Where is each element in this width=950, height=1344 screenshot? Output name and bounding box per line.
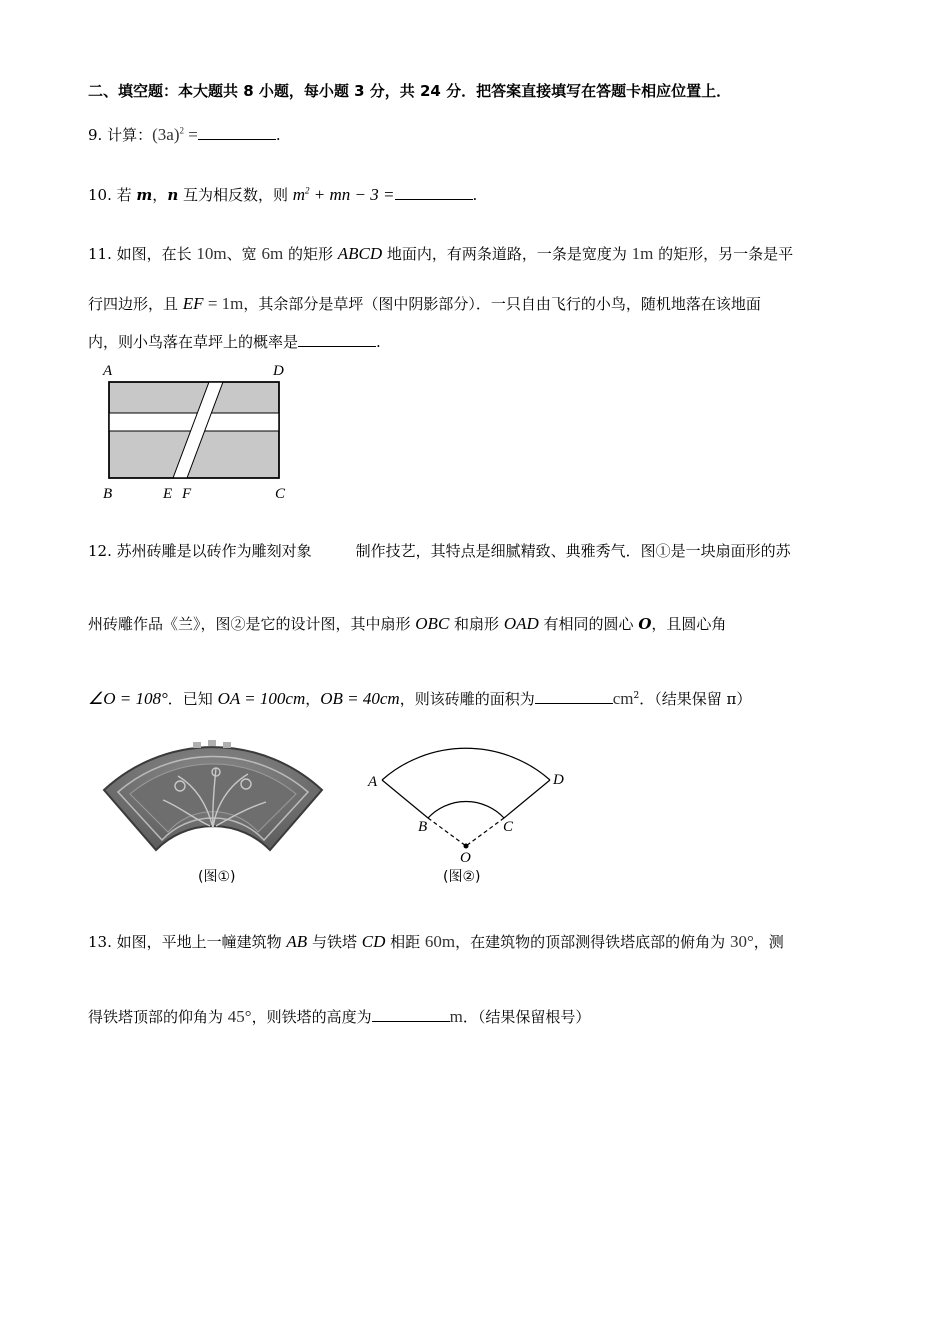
q12-answer-blank[interactable] (535, 691, 613, 704)
svg-text:O: O (460, 850, 471, 866)
label-C: C (275, 486, 286, 502)
sector-diagram (360, 728, 580, 868)
inner-arc-BC (428, 801, 504, 818)
question-11-line-1: 11. 如图，在长 10m、宽 6m 的矩形 ABCD 地面内，有两条道路，一条是宽度为 1m 的矩形，另一条是平 (88, 244, 794, 263)
caption-figure-1: (图①) (198, 869, 236, 885)
q9-number: 9. (88, 126, 103, 144)
segment-DC (504, 780, 550, 818)
segment-BO (428, 818, 466, 846)
question-13-line-1: 13. 如图，平地上一幢建筑物 AB 与铁塔 CD 相距 60m，在建筑物的顶部测得铁塔底部的俯角为 30°，测 (88, 932, 784, 951)
q10-answer-blank[interactable] (395, 187, 473, 200)
segment-CO (466, 818, 504, 846)
brick-carving-image (98, 728, 328, 858)
question-10: 10. 若 m，n 互为相反数，则 $m^2$ + mn − 3 = . (88, 185, 478, 204)
question-12-line-2: 州砖雕作品《兰》，图②是它的设计图，其中扇形 OBC 和扇形 OAD 有相同的圆心 O，且圆心角 (88, 614, 727, 633)
question-12-line-3: ∠O = 108°．已知 OA = 100cm，OB = 40cm，则该砖雕的面积为 $cm^2$．（结果保留 π） (88, 689, 752, 708)
label-D: D (273, 363, 284, 379)
svg-text:D: D (553, 772, 564, 788)
q10-number: 10. (88, 186, 112, 204)
label-B: B (103, 486, 113, 502)
q13-answer-blank[interactable] (372, 1009, 450, 1022)
label-E: E (163, 486, 173, 502)
q9-prefix: 计算： (107, 126, 153, 144)
svg-text:A: A (368, 774, 378, 790)
q11-rectangle-figure (95, 360, 305, 505)
caption-figure-2: (图②) (443, 869, 481, 885)
q10-expression: $m^2$ + mn − 3 = (292, 185, 395, 204)
question-12-line-1: 12. 苏州砖雕是以砖作为雕刻对象 制作技艺，其特点是细腻精致、典雅秀气．图①是一块扇面形的苏 (88, 542, 791, 560)
question-13-line-2: 得铁塔顶部的仰角为 45°，则铁塔的高度为 m．（结果保留根号） (88, 1007, 591, 1026)
question-9: 9. 计算：$(3a)^2$ = . (88, 125, 281, 144)
center-O (464, 844, 469, 849)
q9-answer-blank[interactable] (198, 127, 276, 140)
svg-text:C: C (503, 819, 514, 835)
section-header: 二、填空题：本大题共 8 小题，每小题 3 分，共 24 分．把答案直接填写在答题卡相应位置上． (88, 82, 732, 100)
outer-arc-AD (382, 748, 550, 780)
segment-AB (382, 780, 428, 818)
question-11-line-2: 行四边形，且 EF = 1m，其余部分是草坪（图中阴影部分）．一只自由飞行的小鸟，随机地落在该地面 (88, 294, 761, 313)
svg-text:B: B (418, 819, 428, 835)
q11-answer-blank[interactable] (298, 334, 376, 347)
q9-expression: $(3a)^2$ = (152, 125, 198, 144)
label-A: A (103, 363, 113, 379)
label-F: F (182, 486, 192, 502)
question-11-line-3: 内，则小鸟落在草坪上的概率是 . (88, 333, 381, 351)
